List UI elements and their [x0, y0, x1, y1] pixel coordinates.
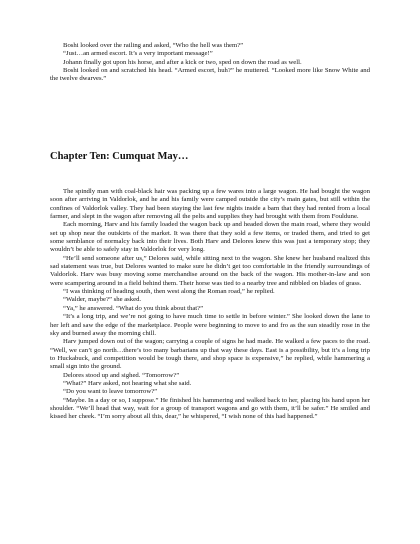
previous-section-text: [50, 42, 370, 84]
paragraph: “Just…an armed escort. It’s a very important message!”: [63, 50, 213, 58]
chapter-body: [50, 188, 370, 422]
chapter-heading: [50, 150, 370, 163]
paragraph: “It’s a long trip, and we’re not going to have much time to settle in before winter.” She looked down the lane to her left and saw the edge of the marketplace. People were beginning to move to and fro as the sun steadily rose in the sky and burned away the morning chill.: [50, 313, 370, 337]
paragraph: Johann finally got upon his horse, and after a kick or two, sped on down the road as well.: [63, 58, 302, 66]
paragraph: “Do you want to leave tomorrow?”: [63, 388, 158, 396]
paragraph: “I was thinking of heading south, then west along the Roman road,” he replied.: [63, 288, 275, 296]
chapter-title: Cumquat May…: [112, 151, 189, 162]
paragraph: Each morning, Harv and his family loaded the wagon back up and headed down the main road, where they would set up shop near the outskirts of the market. It was there that they sold a few items, or traded them, and tried to get some semblance of normalcy back into their lives. Both Harv and Delores knew this was just a temporary stop; they wouldn’t be able to safely stay in Valdorlok for very long.: [50, 221, 370, 254]
paragraph: Boshi looked over the railing and asked, “Who the hell was them?”: [63, 42, 244, 49]
paragraph: “He’ll send someone after us,” Delores said, while sitting next to the wagon. She knew her husband realized this sad statement was true, but Delores wanted to make sure he didn’t get too comfortable in the friendly surroundings of Valdorlok. Harv was busy moving some merchandise around on the back of the wagon. His mother-in-law and son were scampering around in a field behind them. Their horse was tied to a nearby tree and nibbled on blades of grass.: [50, 254, 370, 287]
paragraph: The spindly man with coal-black hair was packing up a few wares into a large wagon. He had bought the wagon soon after arriving in Valdorlok, and he and his family were camped outside the city’s main gates, but still within the confines of Valdorlok valley. They had been staying the last few nights inside a barn that they had rented from a local farmer, and slept in the wagon after removing all the pelts and supplies they had brought with them from Fouldune.: [50, 188, 370, 221]
paragraph: Boshi looked on and scratched his head. “Armed escort, huh?” he muttered. “Looked more like Snow White and the twelve dwarves.”: [50, 67, 370, 83]
paragraph: “Ya,” he answered. “What do you think about that?”: [63, 304, 204, 312]
paragraph: “Maybe. In a day or so, I suppose.” He finished his hammering and walked back to her, placing his hand upon her shoulder. “We’ll head that way, wait for a group of transport wagons and go with them, it’ll be safer.” He smiled and kissed her cheek. “I’m sorry about all this, dear,” he whispered, “I wish none of this had happened.”: [50, 396, 370, 421]
paragraph: Delores stood up and sighed. “Tomorrow?”: [63, 371, 180, 379]
paragraph: “What?” Harv asked, not hearing what she said.: [63, 379, 192, 387]
paragraph: Harv jumped down out of the wagon; carrying a couple of signs he had made. He walked a few paces to the road. “Well, we can’t go north…there’s too many barbarians up that way these days. East is a possibility, but it’s a long trip to Huckabuck, and competition would be tough there, and shop space is expensive,” he replied, while hammering a small sign into the ground.: [50, 338, 370, 371]
chapter-prefix: Chapter Ten:: [50, 151, 113, 162]
paragraph: “Walder, maybe?” she asked.: [63, 296, 142, 304]
